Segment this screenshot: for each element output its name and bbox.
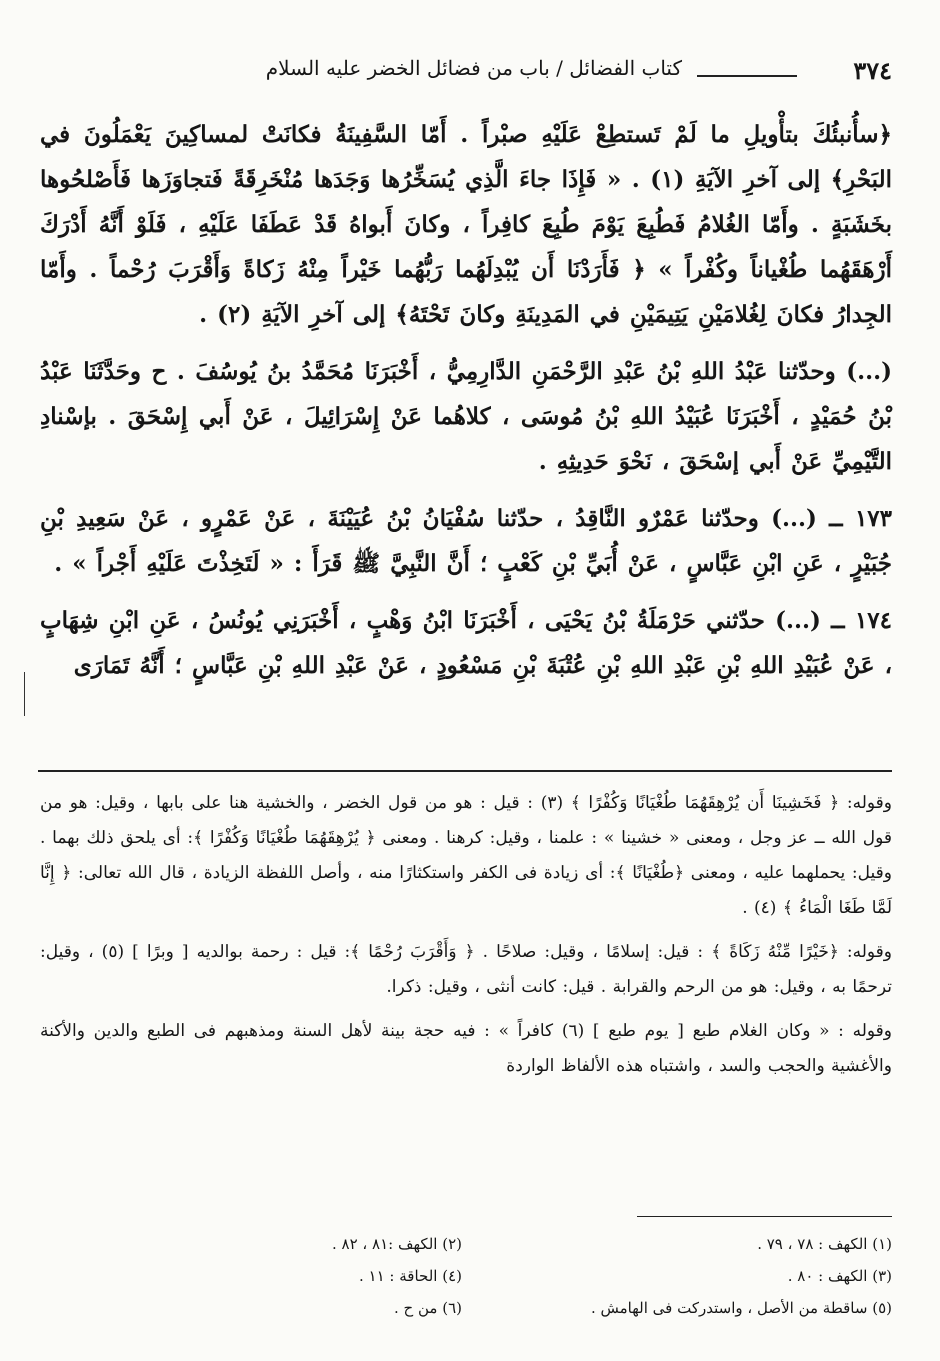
commentary-divider [38, 770, 892, 772]
main-paragraph: ﴿سأُنبئُكَ بتأْويلِ ما لَمْ تَستطِعْ عَلَيْهِ صبْراً . أَمّا السَّفِينَةُ فكانَتْ لمساكِينَ يَعْمَلُونَ في البَحْرِ﴾ إلى آخرِ الآيَةِ (١) . « فَإِذَا جاءَ الَّذِي يُسَخِّرُها وَجَدَها مُنْخَرِقَةً فَتجاوَزَها فَأَصْلحُوها بخَشَبَةٍ . وأَمّا الغُلامُ فَطُبِعَ يَوْمَ طُبِعَ كافِراً ، وكانَ أَبواهُ قَدْ عَطَفَا عَلَيْهِ ، فَلَوْ أَنَّهُ أَدْرَكَ أَرْهَقَهُما طُغْياناً وكُفْراً » ﴿ فَأَرَدْنَا أَن يُبْدِلَهُما رَبُّهُما خَيْراً مِنْهُ زَكاةً وَأَقْرَبَ رُحْماً . وأَمّا الجِدارُ فكانَ لِغُلامَيْنِ يَتِيمَيْنِ في المَدِينَةِ وكانَ تَحْتَهُ﴾ إلى آخرِ الآيَةِ (٢) . [40, 121, 893, 328]
footnote: (٥) ساقطة من الأصل ، واستدركت فى الهامش . [590, 1299, 892, 1317]
page-number: ٣٧٤ [853, 56, 892, 85]
main-paragraph: (...) وحدّثنا عَبْدُ اللهِ بْنُ عَبْدِ الرَّحْمَنِ الدَّارِمِيُّ ، أَخْبَرَنَا مُحَمَّدُ بنُ يُوسُفَ . ح وحَدَّثَنَا عَبْدُ بْنُ حُمَيْدٍ ، أَخْبَرَنَا عُبَيْدُ اللهِ بْنُ مُوسَى ، كلاهُما عَنْ إِسْرَائِيلَ ، عَنْ أَبي إِسْحَقَ . بإسْنادِ التَّيْمِيِّ عَنْ أَبي إسْحَقَ ، نَحْوَ حَدِيثِهِ . [40, 358, 892, 475]
page-header [30, 52, 892, 86]
main-paragraph: ١٧٣ ــ (...) وحدّثنا عَمْرٌو النَّاقِدُ ، حدّثنا سُفْيَانُ بْنُ عُيَيْنَةَ ، عَنْ عَمْرٍو ، عَنْ سَعِيدِ بْنِ جُبَيْرٍ ، عَنِ ابْنِ عَبَّاسٍ ، عَنْ أُبَيِّ بْنِ كَعْبٍ ؛ أَنَّ النَّبِيَّ ﷺ قَرَأَ : « لَتَخِذْتَ عَلَيْهِ أَجْراً » . [40, 505, 892, 577]
footnote-row [40, 1292, 892, 1324]
footnote-divider [637, 1216, 892, 1217]
margin-mark [24, 672, 25, 716]
footnote: (٦) من ح . [394, 1299, 462, 1317]
commentary-paragraph: وقوله : « وكان الغلام طبع [ يوم طبع ] (٦) كافراً » : فيه حجة بينة لأهل السنة ومذهبهم فى الطبع والدين والأكنة والأغشية والحجب والسد ، واشتباه هذه الألفاظ الواردة [40, 1021, 892, 1076]
commentary-paragraph: وقوله: ﴿خَيْرًا مِّنْهُ زَكَاةً ﴾ : قيل: إسلامًا ، وقيل: صلاحًا . ﴿ وَأَقْرَبَ رُحْمًا ﴾: قيل : رحمة بوالديه [ وبرًا ] (٥) ، وقيل: ترحمًا به ، وقيل: هو من الرحم والقرابة . قيل: كانت أنثى ، وقيل: ذكرا. [40, 942, 892, 997]
header-rule [697, 75, 797, 77]
running-title: كتاب الفضائل / باب من فضائل الخضر عليه السلام [265, 56, 682, 80]
footnote-row [40, 1260, 892, 1292]
commentary [40, 786, 892, 1093]
footnote: (٣) الكهف : ٨٠ . [787, 1267, 892, 1285]
footnote: (٢) الكهف :٨١ ، ٨٢ . [331, 1235, 462, 1253]
footnote: (١) الكهف : ٧٨ ، ٧٩ . [757, 1235, 892, 1253]
footnotes [40, 1228, 892, 1324]
main-paragraph: ١٧٤ ــ (...) حدّثني حَرْمَلَةُ بْنُ يَحْيَى ، أَخْبَرَنَا ابْنُ وَهْبٍ ، أَخْبَرَنِي يُونُسُ ، عَنِ ابْنِ شِهَابٍ ، عَنْ عُبَيْدِ اللهِ بْنِ عَبْدِ اللهِ بْنِ عُتْبَةَ بْنِ مَسْعُودٍ ، عَنْ عَبْدِ اللهِ بْنِ عَبَّاسٍ ؛ أَنَّهُ تَمَارَى [40, 607, 892, 679]
commentary-paragraph: وقوله: ﴿ فَخَشِينَا أَن يُرْهِقَهُمَا طُغْيَانًا وَكُفْرًا ﴾ (٣) : قيل : هو من قول الخضر ، والخشية هنا على بابها ، وقيل: هو من قول الله ــ عز وجل ، ومعنى « خشينا » : علمنا ، وقيل: كرهنا . ومعنى ﴿ يُرْهِقَهُمَا طُغْيَانًا وَكُفْرًا ﴾: أى يلحق ذلك بهما . وقيل: يحملهما عليه ، ومعنى ﴿طُغْيَانًا ﴾: أى زيادة فى الكفر واستكثارًا منه ، وأصل اللفظة الزيادة ، قال الله تعالى: ﴿ إِنَّا لَمَّا طَغَا الْمَاءُ ﴾ (٤) . [40, 793, 892, 918]
footnote: (٤) الحاقة : ١١ . [358, 1267, 462, 1285]
footnote-row [40, 1228, 892, 1260]
main-text [40, 112, 892, 700]
